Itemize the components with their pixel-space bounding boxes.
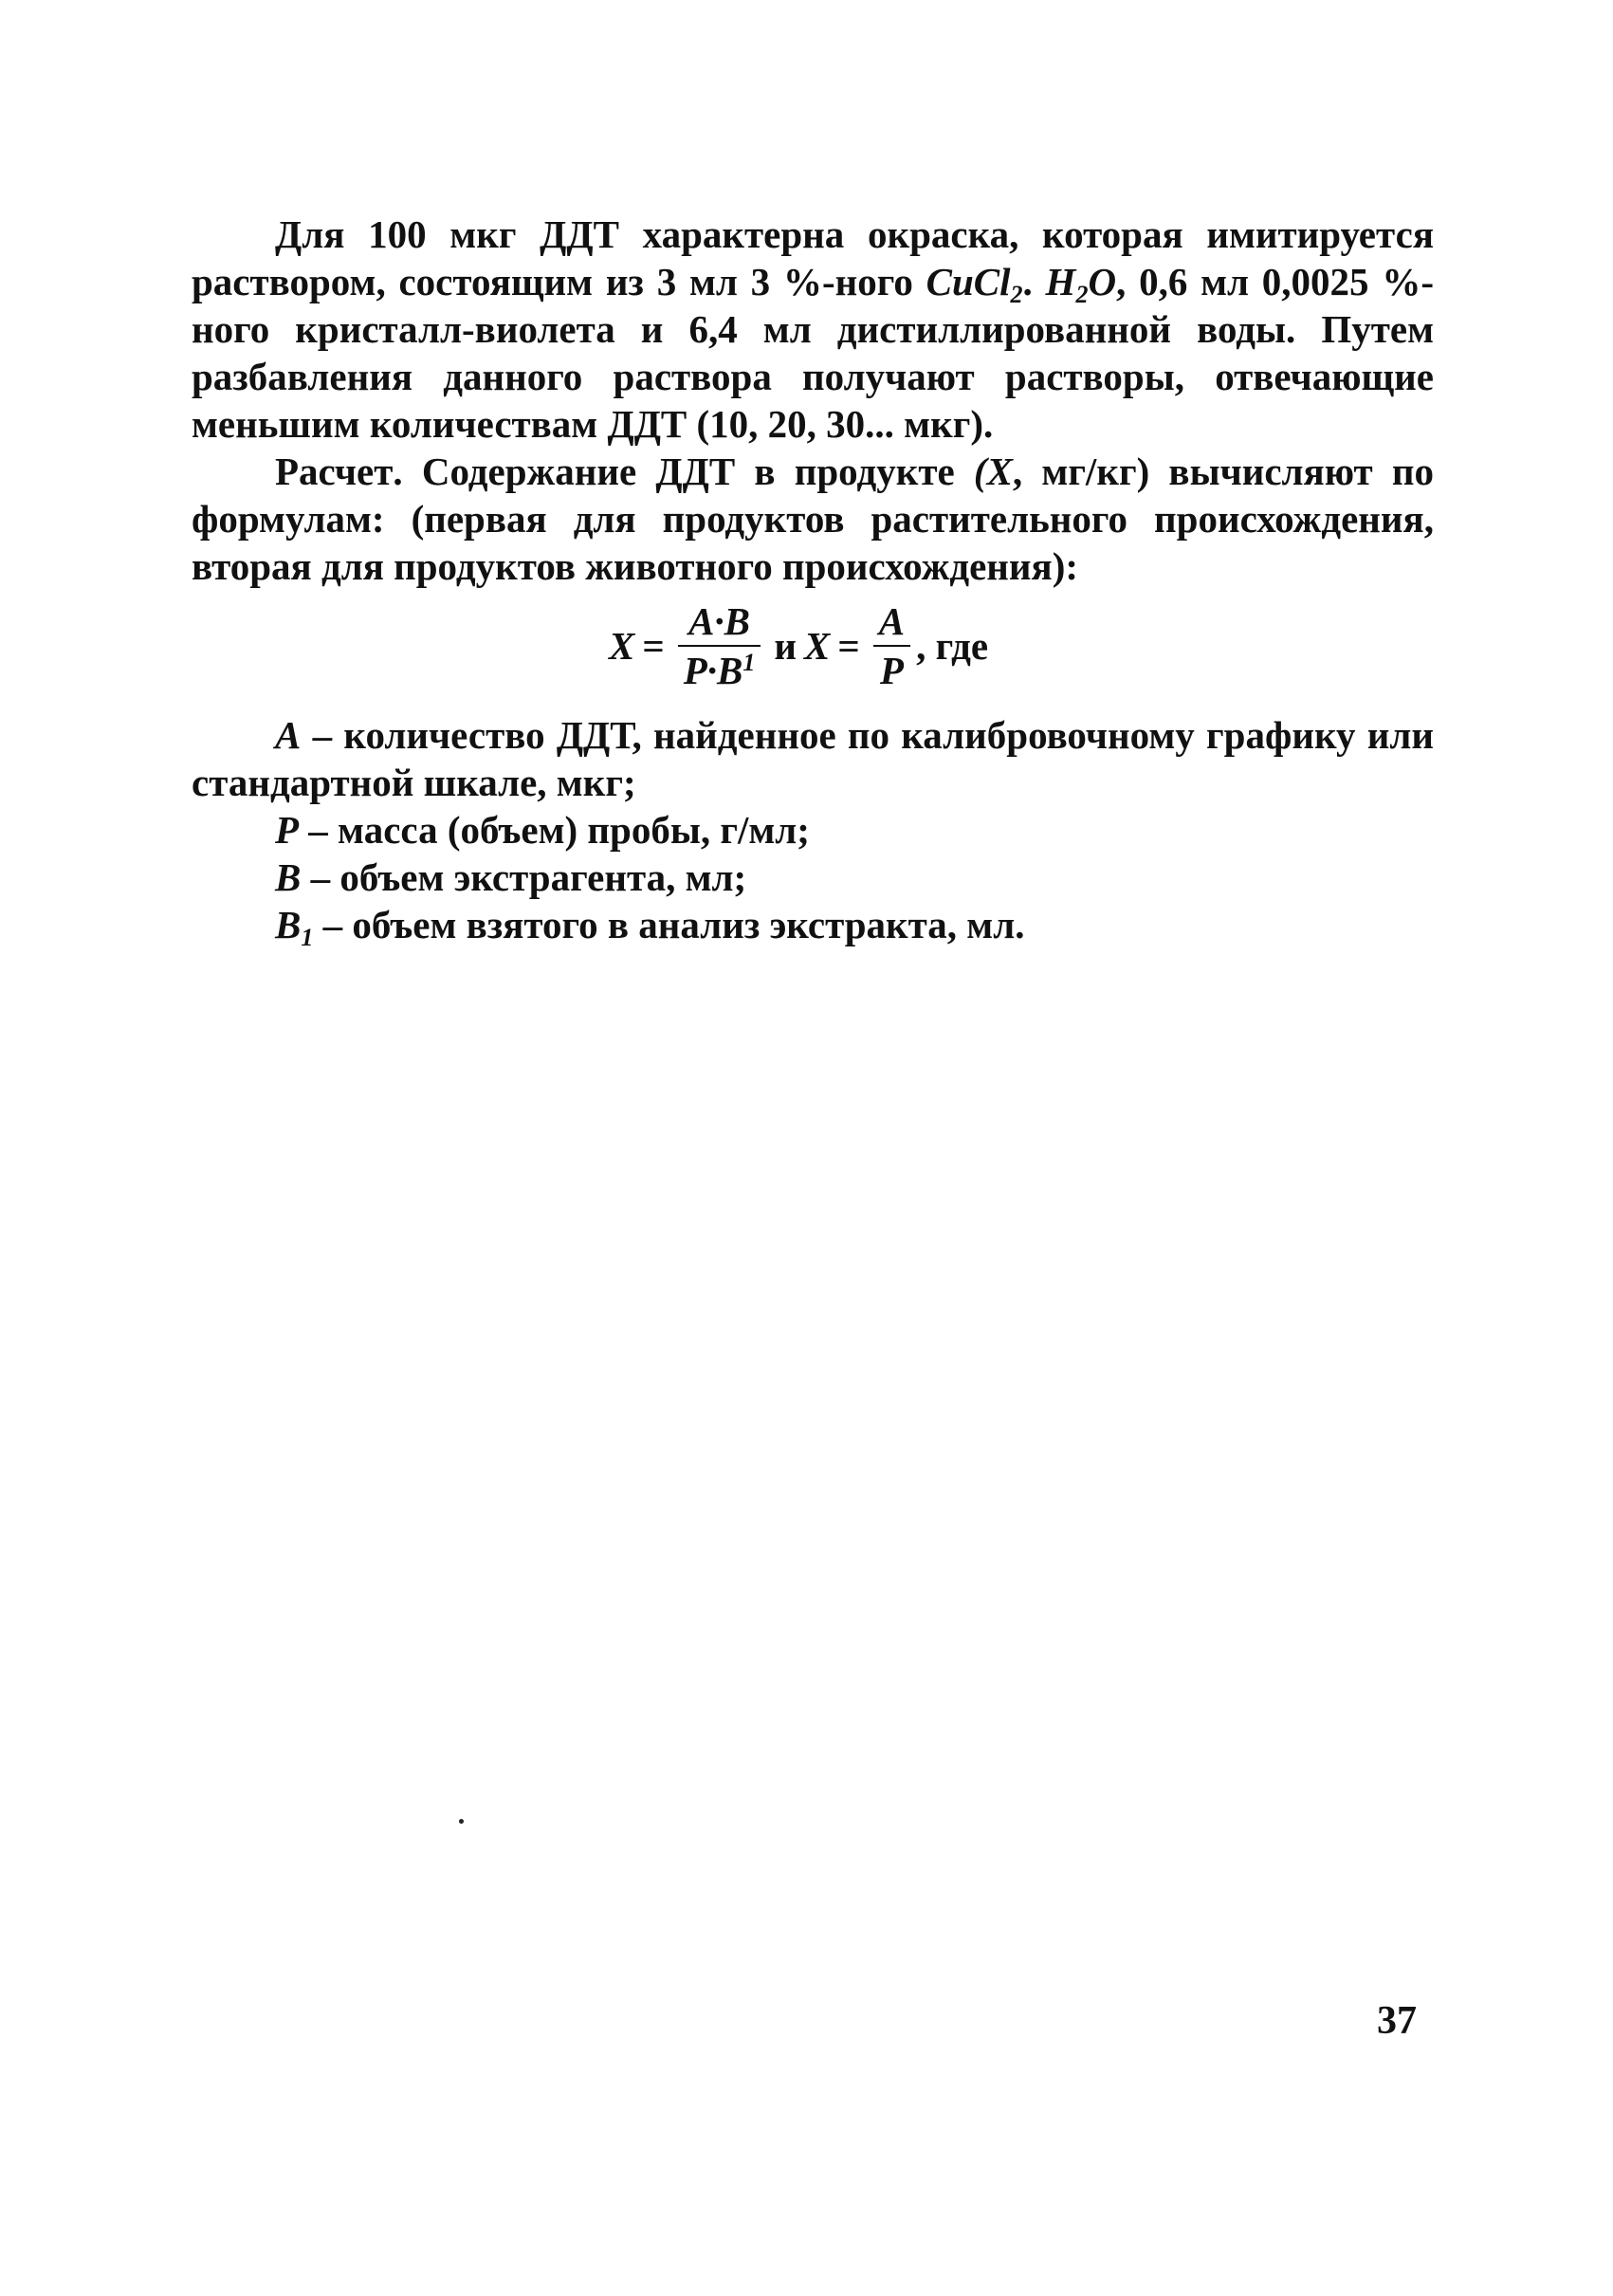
stray-dot bbox=[459, 1819, 464, 1824]
definition-symbol: B bbox=[275, 903, 302, 946]
definition-text: – объем экстрагента, мл; bbox=[301, 855, 747, 899]
calculation-label: Расчет bbox=[275, 450, 394, 493]
definition-p bbox=[192, 806, 1434, 854]
formula-block bbox=[192, 590, 1434, 711]
definition-subscript: 1 bbox=[301, 924, 314, 951]
paragraph-text: Для 100 мкг ДДТ характерна окраска, которая имитируется раствором, состоящим из 3 мл 3 %-ного bbox=[192, 212, 1434, 303]
definition-text: – объем взятого в анализ экстракта, мл. bbox=[313, 903, 1025, 946]
definition-symbol: B bbox=[275, 855, 302, 899]
definition-symbol: A bbox=[275, 713, 302, 757]
paragraph-text: , 0,6 мл 0,0025 %-ного кристалл-виолета и 6,4 мл дистиллированной воды. Путем разбавления данного раствора получают растворы, отвечающие меньшим количествам ДДТ (10, 20, 30... мкг). bbox=[192, 260, 1434, 446]
definition-text: – количество ДДТ, найденное по калибровочному графику или стандартной шкале, мкг; bbox=[192, 713, 1434, 804]
formula-lhs-1: X bbox=[609, 624, 635, 668]
conjunction-and: и bbox=[774, 624, 797, 668]
formula-where: , где bbox=[916, 624, 989, 668]
fraction-ab-over-pb1 bbox=[678, 599, 761, 692]
body-text bbox=[192, 211, 1434, 951]
formula-lhs-2: X bbox=[804, 624, 831, 668]
fraction-a-over-p bbox=[873, 599, 910, 692]
numerator-ab: A·B bbox=[688, 599, 751, 643]
numerator-a: A bbox=[878, 599, 906, 643]
var-x-paren: (X bbox=[973, 450, 1013, 493]
denominator-p: P bbox=[879, 649, 904, 692]
formula bbox=[609, 599, 988, 692]
definition-text: – масса (объем) пробы, г/мл; bbox=[299, 808, 810, 852]
equals-sign-1: = bbox=[642, 624, 665, 668]
chem-formula-h2o: $H_2O$ bbox=[1045, 260, 1117, 308]
paragraph-reference-solution: Для 100 мкг ДДТ характерна окраска, которая имитируется раствором, состоящим из 3 мл 3 %-ного CuCl$_2$. $H_2O$, 0,6 мл 0,0025 %-ного кристалл-виолета и 6,4 мл дистиллированной воды. Путем разбавления данного раствора получают растворы, отвечающие меньшим количествам ДДТ (10, 20, 30... мкг). bbox=[192, 212, 1434, 446]
chem-formula-cucl2: CuCl$_2$ bbox=[926, 260, 1023, 308]
page-number: 37 bbox=[1377, 1999, 1417, 2043]
definition-b bbox=[192, 854, 1434, 901]
definition-symbol: P bbox=[275, 808, 300, 852]
definition-b1 bbox=[192, 901, 1434, 951]
denominator-pb1: $P\cdot B^1$ bbox=[683, 649, 756, 692]
definition-a bbox=[192, 711, 1434, 806]
paragraph-calculation: Расчет. Содержание ДДТ в продукте (X, мг/кг) вычисляют по формулам: (первая для продуктов растительного происхождения, вторая для продуктов животного происхождения): bbox=[192, 450, 1434, 588]
equals-sign-2: = bbox=[837, 624, 860, 668]
